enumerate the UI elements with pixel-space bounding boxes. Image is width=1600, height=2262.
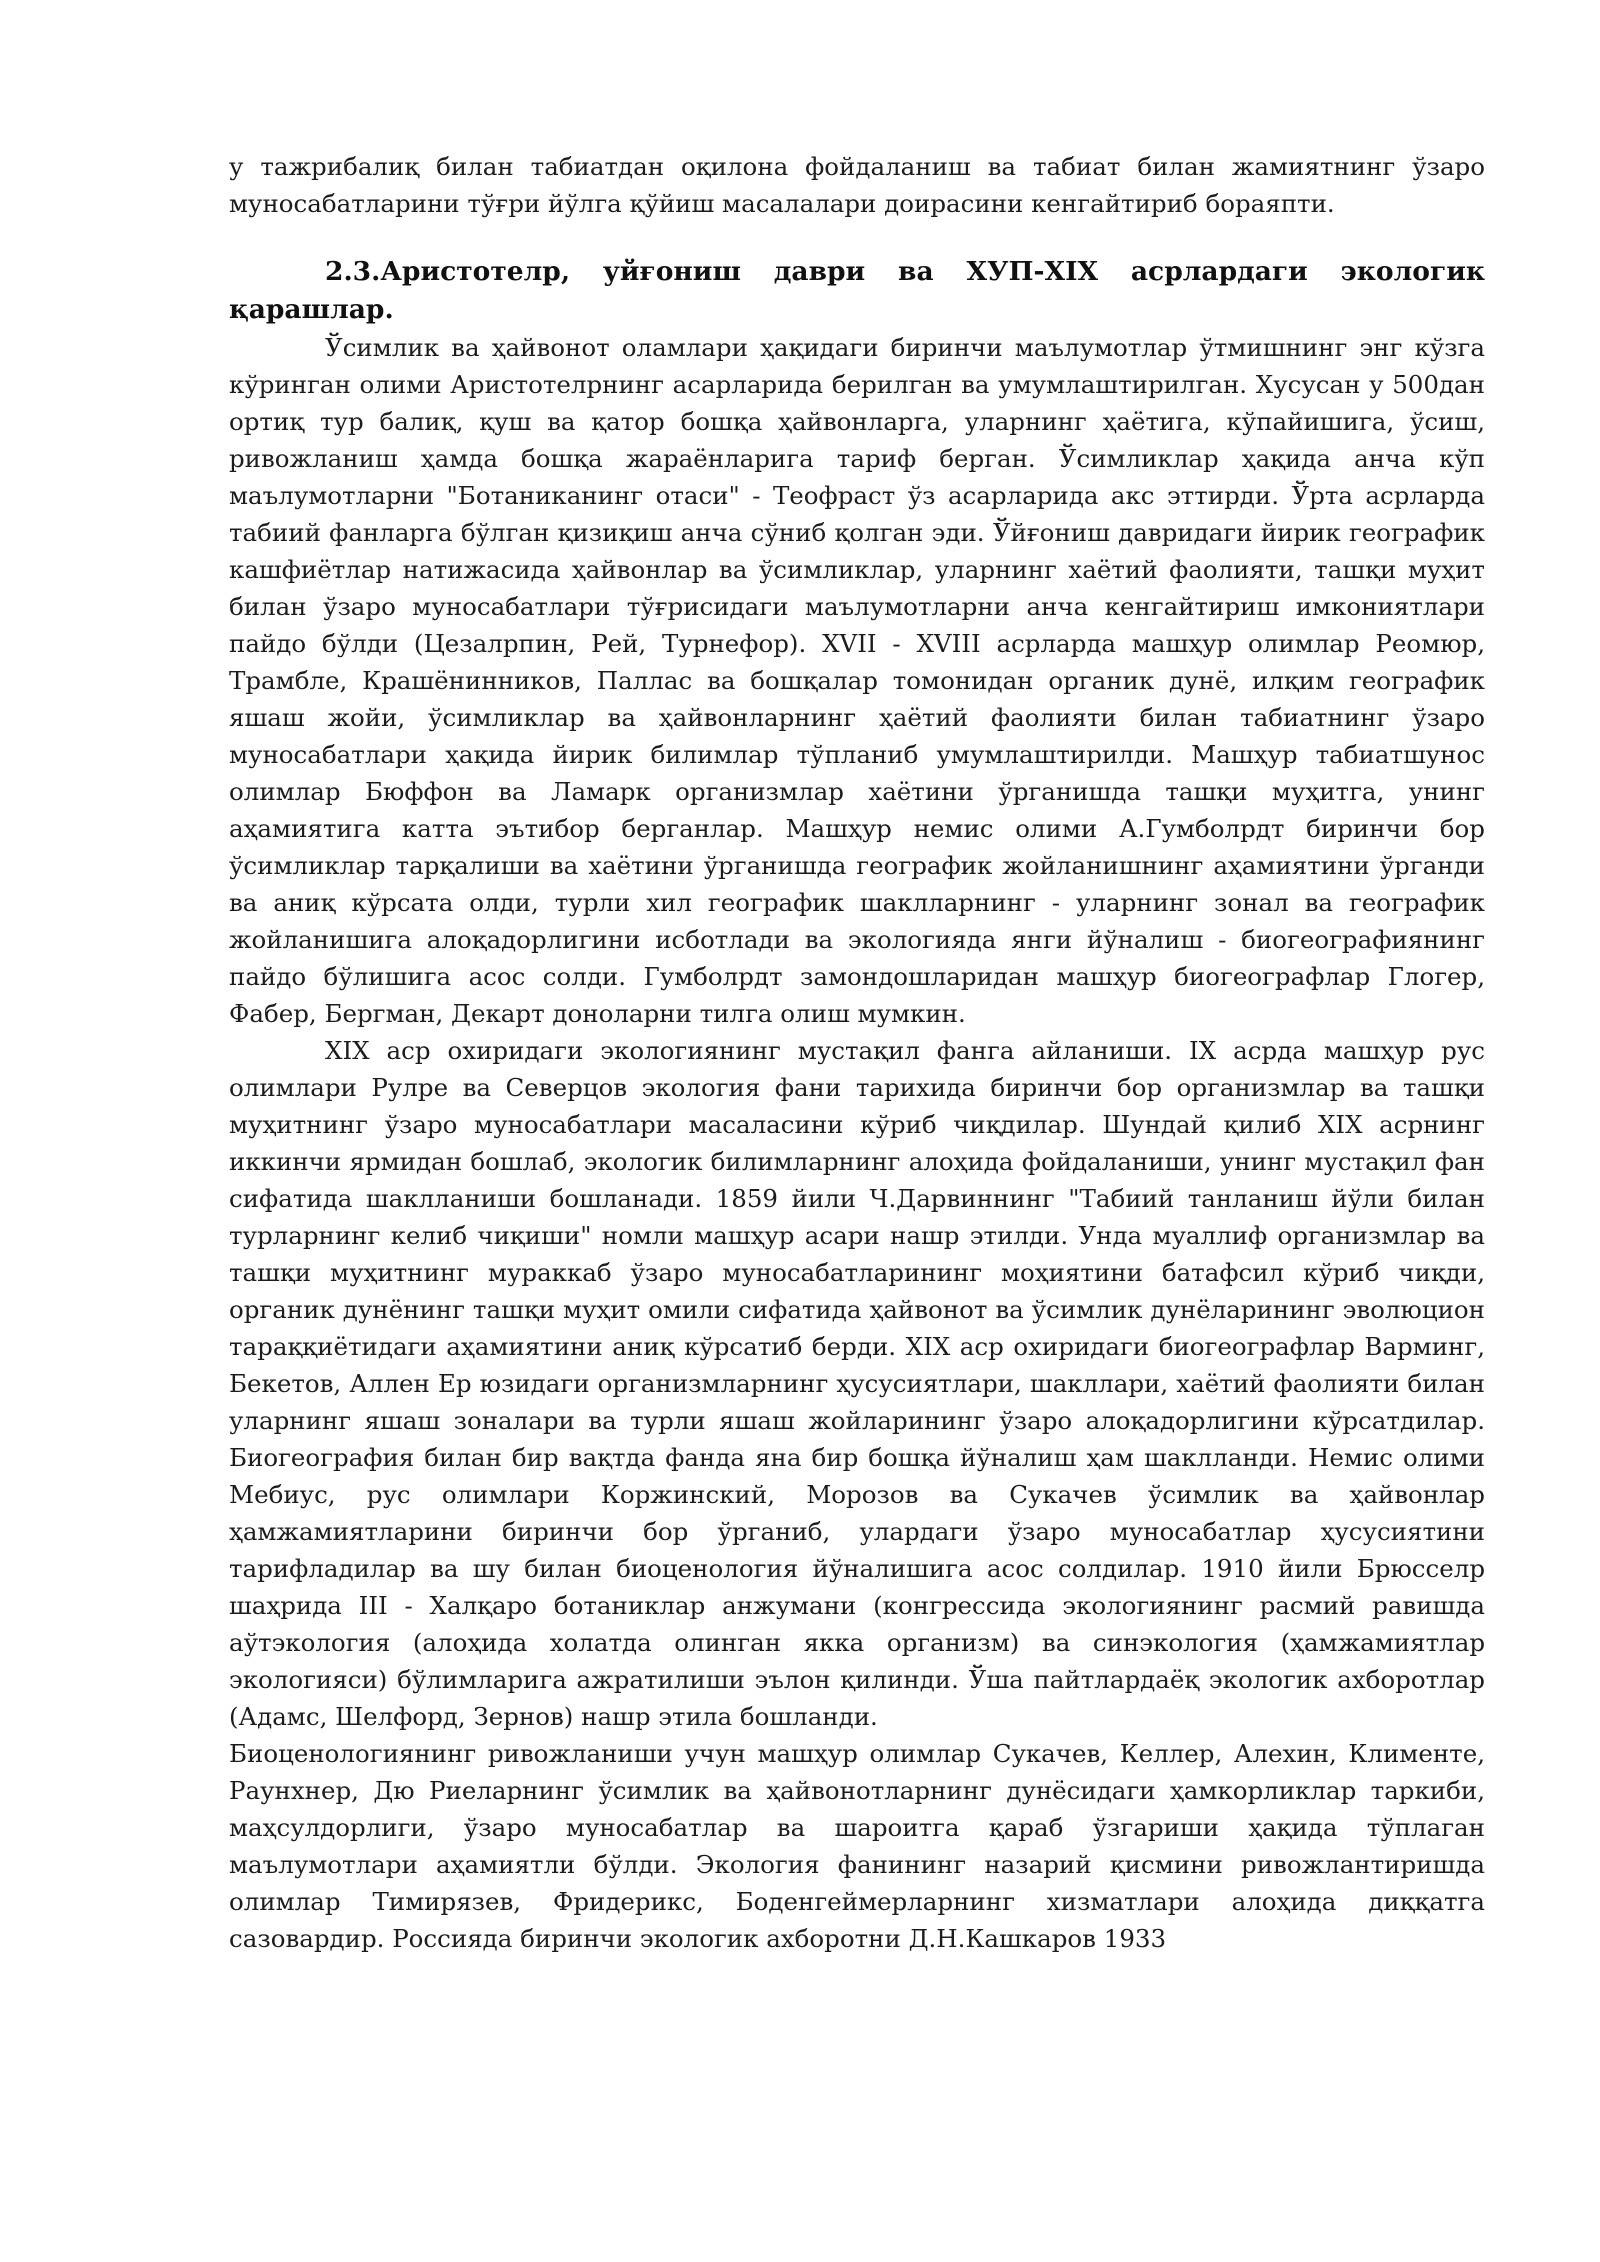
section-heading: 2.3.Аристотелр, уйғониш даври ва ХУП-ХIХ асрлардаги экологик қарашлар. — [229, 256, 1485, 325]
intro-paragraph: у тажрибалиқ билан табиатдан оқилона фойдаланиш ва табиат билан жамиятнинг ўзаро муносабатларини тўғри йўлга қўйиш масалалари доирасини кенгайтириб бораяпти. — [229, 152, 1485, 218]
body-paragraph-1: Ўсимлик ва ҳайвонот оламлари ҳақидаги биринчи маълумотлар ўтмишнинг энг кўзга кўринган олими Аристотелрнинг асарларида берилган ва умумлаштирилган. Хусусан у 500дан ортиқ тур балиқ, қуш ва қатор бошқа ҳайвонларга, уларнинг ҳаётига, кўпайишига, ўсиш, ривожланиш ҳамда бошқа жараёнларига тариф берган. Ўсимликлар ҳақида анча кўп маълумотларни "Ботаниканинг отаси" - Теофраст ўз асарларида акс эттирди. Ўрта асрларда табиий фанларга бўлган қизиқиш анча сўниб қолган эди. Ўйғониш давридаги йирик географик кашфиётлар натижасида ҳайвонлар ва ўсимликлар, уларнинг хаётий фаолияти, ташқи муҳит билан ўзаро муносабатлари тўғрисидаги маълумотларни анча кенгайтириш имкониятлари пайдо бўлди (Цезалрпин, Рей, Турнефор). XVII - XVIII асрларда машҳур олимлар Реомюр, Трамбле, Крашёнинников, Паллас ва бошқалар томонидан органик дунё, илқим географик яшаш жойи, ўсимликлар ва ҳайвонларнинг ҳаётий фаолияти билан табиатнинг ўзаро муносабатлари ҳақида йирик билимлар тўпланиб умумлаштирилди. Машҳур табиатшунос олимлар Бюффон ва Ламарк организмлар хаётини ўрганишда ташқи муҳитга, унинг аҳамиятига катта эътибор берганлар. Машҳур немис олими А.Гумболрдт биринчи бор ўсимликлар тарқалиши ва хаётини ўрганишда географик жойланишнинг аҳамиятини ўрганди ва аниқ кўрсата олди, турли хил географик шаклларнинг - уларнинг зонал ва географик жойланишига алоқадорлигини исботлади ва экологияда янги йўналиш - биогеографиянинг пайдо бўлишига асос солди. Гумболрдт замондошларидан машҳур биогеографлар Глогер, Фабер, Бергман, Декарт доноларни тилга олиш мумкин. — [229, 333, 1485, 1028]
body-paragraph-2: XIX аср охиридаги экологиянинг мустақил фанга айланиши. IX асрда машҳур рус олимлари Рулре ва Северцов экология фани тарихида биринчи бор организмлар ва ташқи муҳитнинг ўзаро муносабатлари масаласини кўриб чиқдилар. Шундай қилиб XIX асрнинг иккинчи ярмидан бошлаб, экологик билимларнинг алоҳида фойдаланиши, унинг мустақил фан сифатида шаклланиши бошланади. 1859 йили Ч.Дарвиннинг "Табиий танланиш йўли билан турларнинг келиб чиқиши" номли машҳур асари нашр этилди. Унда муаллиф организмлар ва ташқи муҳитнинг мураккаб ўзаро муносабатларининг моҳиятини батафсил кўриб чиқди, органик дунёнинг ташқи муҳит омили сифатида ҳайвонот ва ўсимлик дунёларининг эволюцион тараққиётидаги аҳамиятини аниқ кўрсатиб берди. XIX аср охиридаги биогеографлар Варминг, Бекетов, Аллен Ер юзидаги организмларнинг ҳусусиятлари, шакллари, хаётий фаолияти билан уларнинг яшаш зоналари ва турли яшаш жойларининг ўзаро алоқадорлигини кўрсатдилар. Биогеография билан бир вақтда фанда яна бир бошқа йўналиш ҳам шаклланди. Немис олими Мебиус, рус олимлари Коржинский, Морозов ва Сукачев ўсимлик ва ҳайвонлар ҳамжамиятларини биринчи бор ўрганиб, улардаги ўзаро муносабатлар ҳусусиятини тарифладилар ва шу билан биоценология йўналишига асос солдилар. 1910 йили Брюсселр шаҳрида III - Халқаро ботаниклар анжумани (конгрессида экологиянинг расмий равишда аўтэкология (алоҳида холатда олинган якка организм) ва синэкология (ҳамжамиятлар экологияси) бўлимларига ажратилиши эълон қилинди. Ўша пайтлардаёқ экологик ахборотлар (Адамс, Шелфорд, Зернов) нашр этила бошланди. — [229, 1036, 1485, 1731]
body-paragraph-3: Биоценологиянинг ривожланиши учун машҳур олимлар Сукачев, Келлер, Алехин, Клименте, Раунхнер, Дю Риеларнинг ўсимлик ва ҳайвонотларнинг дунёсидаги ҳамкорликлар таркиби, маҳсулдорлиги, ўзаро муносабатлар ва шароитга қараб ўзгариши ҳақида тўплаган маълумотлари аҳамиятли бўлди. Экология фанининг назарий қисмини ривожлантиришда олимлар Тимирязев, Фридерикс, Боденгеймерларнинг хизматлари алоҳида диққатга сазовардир. Россияда биринчи экологик ахборотни Д.Н.Кашкаров 1933 — [229, 1739, 1485, 1953]
document-page — [229, 148, 1485, 1957]
